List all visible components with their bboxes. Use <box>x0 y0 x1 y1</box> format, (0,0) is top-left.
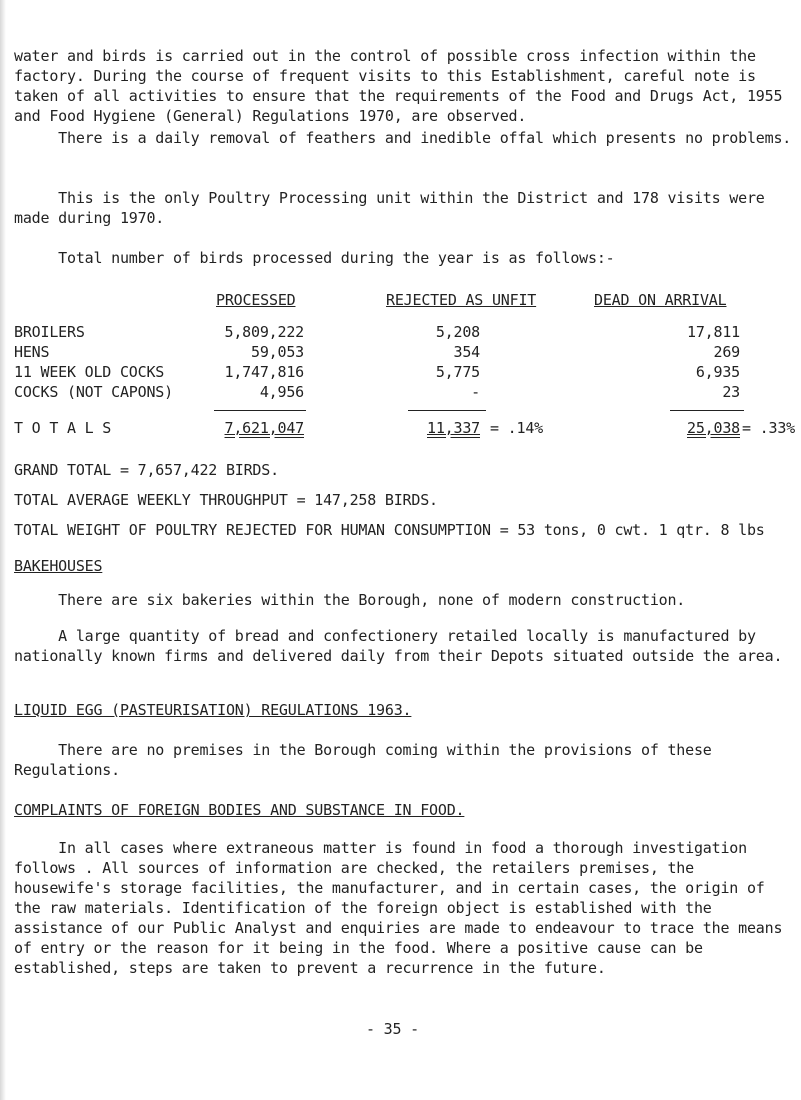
intro-paragraph-4: Total number of birds processed during the year is as follows:- <box>14 249 615 267</box>
row-rejected: 5,775 <box>435 363 480 381</box>
scan-edge-shadow <box>0 0 6 1100</box>
row-dead: 269 <box>713 343 740 361</box>
totals-rejected-percent: = .14% <box>490 419 543 437</box>
totals-label: T O T A L S <box>14 419 112 437</box>
row-label: 11 WEEK OLD COCKS <box>14 363 165 381</box>
row-dead: 6,935 <box>695 363 740 381</box>
complaints-paragraph-1: In all cases where extraneous matter is found in food a thorough investigation follows . All sources of information are checked, the retailers premises, the housewife's storage facilities, the manufacturer, and in certain cases, the origin of the raw materials. Identification of the foreign object is established with the assistance of our Public Analyst and enquiries are made to endeavour to trace the means of entry or the reason for it being in the food. Where a positive cause can be established, steps are taken to prevent a recurrence in the future. <box>14 839 792 977</box>
totals-processed: 7,621,047 <box>224 419 304 437</box>
bakehouses-paragraph-1: There are six bakeries within the Borough, none of modern construction. <box>14 591 686 609</box>
totals-dead: 25,038 <box>687 419 740 437</box>
row-rejected: - <box>471 383 480 401</box>
row-dead: 17,811 <box>687 323 740 341</box>
intro-paragraph-3: This is the only Poultry Processing unit within the District and 178 visits were made during 1970. <box>14 189 774 227</box>
liquid-egg-paragraph-1: There are no premises in the Borough coming within the provisions of these Regulations. <box>14 741 721 779</box>
totals-dead-percent: = .33% <box>742 419 795 437</box>
intro-paragraph-2: There is a daily removal of feathers and inedible offal which presents no problems. <box>14 129 792 147</box>
row-dead: 23 <box>722 383 740 401</box>
page-number: - 35 - <box>366 1020 419 1038</box>
rejected-total-rule <box>408 410 486 411</box>
weight-rejected: TOTAL WEIGHT OF POULTRY REJECTED FOR HUMAN CONSUMPTION = 53 tons, 0 cwt. 1 qtr. 8 lbs <box>14 521 765 539</box>
row-rejected: 5,208 <box>435 323 480 341</box>
row-processed: 59,053 <box>251 343 304 361</box>
row-processed: 1,747,816 <box>224 363 304 381</box>
row-rejected: 354 <box>453 343 480 361</box>
header-rejected: REJECTED AS UNFIT <box>386 291 537 309</box>
grand-total: GRAND TOTAL = 7,657,422 BIRDS. <box>14 461 279 479</box>
totals-rejected: 11,337 <box>427 419 480 437</box>
bakehouses-heading: BAKEHOUSES <box>14 557 103 575</box>
row-label: BROILERS <box>14 323 85 341</box>
processed-total-rule <box>214 410 306 411</box>
header-dead: DEAD ON ARRIVAL <box>594 291 727 309</box>
dead-total-rule <box>670 410 744 411</box>
row-processed: 4,956 <box>259 383 304 401</box>
weekly-throughput: TOTAL AVERAGE WEEKLY THROUGHPUT = 147,258 BIRDS. <box>14 491 438 509</box>
liquid-egg-heading: LIQUID EGG (PASTEURISATION) REGULATIONS 1963. <box>14 701 412 719</box>
row-label: HENS <box>14 343 50 361</box>
row-processed: 5,809,222 <box>224 323 304 341</box>
header-processed: PROCESSED <box>216 291 296 309</box>
complaints-heading: COMPLAINTS OF FOREIGN BODIES AND SUBSTANCE IN FOOD. <box>14 801 465 819</box>
row-label: COCKS (NOT CAPONS) <box>14 383 173 401</box>
intro-paragraph-1: water and birds is carried out in the control of possible cross infection within the factory. During the course of frequent visits to this Establishment, careful note is taken of all activities to ensure that the requirements of the Food and Drugs Act, 1955 and Food Hygiene (General) Regulations 1970, are observed. <box>14 47 792 125</box>
bakehouses-paragraph-2: A large quantity of bread and confectionery retailed locally is manufactured by nationally known firms and delivered daily from their Depots situated outside the area. <box>14 627 783 665</box>
